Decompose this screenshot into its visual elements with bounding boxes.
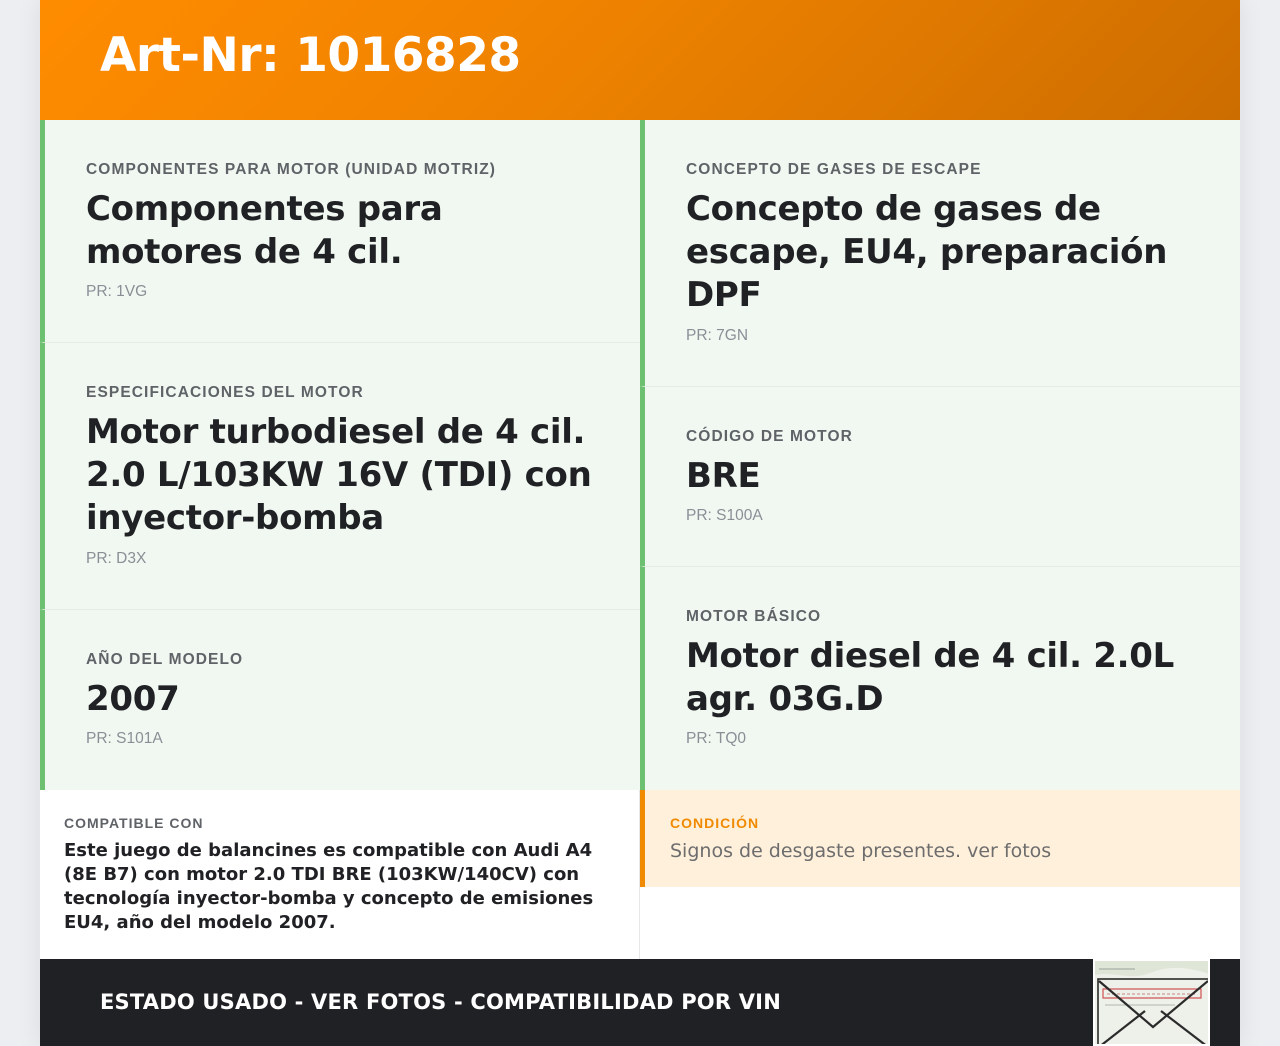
header-banner bbox=[40, 0, 1240, 120]
spec-pr-code: PR: S100A bbox=[686, 507, 763, 524]
spec-pr-code: PR: D3X bbox=[86, 550, 147, 567]
spec-pr-code: PR: 7GN bbox=[686, 327, 749, 344]
spec-pr-code: PR: S101A bbox=[86, 730, 163, 747]
spec-label: CÓDIGO DE MOTOR bbox=[686, 428, 853, 445]
spec-value: BRE bbox=[686, 456, 761, 496]
spec-value: Motor turbodiesel de 4 cil. 2.0 L/103KW 16V (TDI) con inyector-bomba bbox=[86, 412, 592, 538]
footer-bar bbox=[40, 959, 1240, 1046]
compatibility-label: COMPATIBLE CON bbox=[64, 815, 204, 831]
spec-card-engine-specs bbox=[40, 343, 640, 610]
condition-section bbox=[640, 790, 1240, 887]
spec-value: Motor diesel de 4 cil. 2.0L agr. 03G.D bbox=[686, 636, 1174, 719]
spec-card-model-year bbox=[40, 610, 640, 790]
spec-label: COMPONENTES PARA MOTOR (UNIDAD MOTRIZ) bbox=[86, 161, 497, 178]
product-card bbox=[40, 0, 1240, 1046]
spec-label: MOTOR BÁSICO bbox=[686, 608, 822, 625]
compatibility-text: Este juego de balancines es compatible con Audi A4 (8E B7) con motor 2.0 TDI BRE (103KW/140CV) con tecnología inyector-bomba y concepto de emisiones EU4, año del modelo 2007. bbox=[64, 840, 594, 933]
spec-card-exhaust-concept bbox=[640, 120, 1240, 387]
spec-card-engine-code bbox=[640, 387, 1240, 567]
spec-pr-code: PR: 1VG bbox=[86, 283, 148, 300]
spec-value: 2007 bbox=[86, 679, 180, 719]
spec-pr-code: PR: TQ0 bbox=[686, 730, 747, 747]
spec-value: Concepto de gases de escape, EU4, preparación DPF bbox=[686, 189, 1168, 315]
spec-card-engine-components bbox=[40, 120, 640, 343]
condition-text: Signos de desgaste presentes. ver fotos bbox=[670, 840, 1052, 862]
spec-label: ESPECIFICACIONES DEL MOTOR bbox=[86, 384, 364, 401]
spec-value: Componentes para motores de 4 cil. bbox=[86, 189, 443, 272]
article-number-title: Art-Nr: 1016828 bbox=[100, 28, 521, 83]
spec-label: CONCEPTO DE GASES DE ESCAPE bbox=[686, 161, 982, 178]
document-photo-icon bbox=[1095, 961, 1210, 1046]
spec-card-base-engine bbox=[640, 567, 1240, 790]
footer-text: ESTADO USADO - VER FOTOS - COMPATIBILIDAD POR VIN bbox=[100, 990, 781, 1014]
spec-label: AÑO DEL MODELO bbox=[86, 651, 244, 668]
condition-label: CONDICIÓN bbox=[670, 815, 760, 831]
document-photo-thumbnail[interactable] bbox=[1093, 959, 1210, 1046]
compatibility-section bbox=[40, 790, 640, 959]
